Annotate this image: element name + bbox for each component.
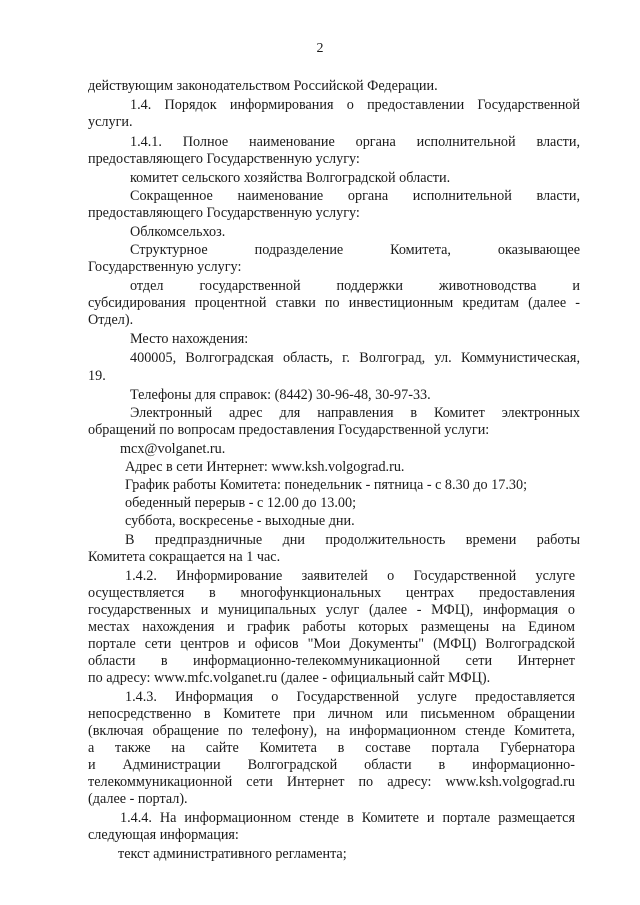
text-line: государственных и муниципальных услуг (далее - МФЦ), информация о [88,602,575,618]
section-heading: 1.4. Порядок информирования о предоставлении Государственной [130,97,580,113]
text-line: Отдел). [88,312,134,328]
text-line: по адресу: www.mfc.volganet.ru (далее - официальный сайт МФЦ). [88,670,491,686]
text-line: (включая обращение по телефону), на информационном стенде Комитета, [88,723,575,739]
text-line: 400005, Волгоградская область, г. Волгоград, ул. Коммунистическая, [130,350,580,366]
text-line: предоставляющего Государственную услугу: [88,205,360,221]
text-line: портале сети центров и офисов "Мои Документы" (МФЦ) Волгоградской [88,636,575,652]
text-line: 1.4.2. Информирование заявителей о Государственной услуге [125,568,575,584]
text-line: области в информационно-телекоммуникационной сети Интернет [88,653,575,669]
text-line: 19. [88,368,106,384]
text-line: Сокращенное наименование органа исполнительной власти, [130,188,580,204]
text-line: 1.4.4. На информационном стенде в Комитете и портале размещается [120,810,575,826]
text-line: График работы Комитета: понедельник - пятница - с 8.30 до 17.30; [125,477,528,493]
text-line: телекоммуникационной сети Интернет по адресу: www.ksh.volgograd.ru [88,774,575,790]
text-line: 1.4.3. Информация о Государственной услуге предоставляется [125,689,575,705]
text-line: комитет сельского хозяйства Волгоградской области. [130,170,451,186]
text-line: Адрес в сети Интернет: www.ksh.volgograd.ru. [125,459,405,475]
text-line: предоставляющего Государственную услугу: [88,151,360,167]
page-number: 2 [316,41,324,56]
text-line: услуги. [88,114,133,130]
text-line: 1.4.1. Полное наименование органа исполнительной власти, [130,134,580,150]
text-line: Телефоны для справок: (8442) 30-96-48, 30-97-33. [130,387,431,403]
text-line: В предпраздничные дни продолжительность времени работы [125,532,580,548]
text-line: Электронный адрес для направления в Комитет электронных [130,405,580,421]
text-line: и Администрации Волгоградской области в информационно- [88,757,575,773]
text-line: отдел государственной поддержки животноводства и [130,278,580,294]
text-line: Государственную услугу: [88,259,242,275]
text-line: местах нахождения и график работы которых размещены на Едином [88,619,575,635]
text-line: Структурное подразделение Комитета, оказывающее [130,242,580,258]
email-address: mcx@volganet.ru. [120,441,226,457]
text-line: суббота, воскресенье - выходные дни. [125,513,355,529]
text-line: Облкомсельхоз. [130,224,226,240]
text-line: Место нахождения: [130,331,249,347]
text-line: обеденный перерыв - с 12.00 до 13.00; [125,495,357,511]
text-line: обращений по вопросам предоставления Государственной услуги: [88,422,490,438]
text-line: субсидирования процентной ставки по инвестиционным кредитам (далее - [88,295,580,311]
text-line: текст административного регламента; [118,846,347,862]
text-line: (далее - портал). [88,791,188,807]
text-line: следующая информация: [88,827,239,843]
text-line: а также на сайте Комитета в составе портала Губернатора [88,740,575,756]
text-line: осуществляется в многофункциональных центрах предоставления [88,585,575,601]
text-line: Комитета сокращается на 1 час. [88,549,281,565]
text-line: действующим законодательством Российской Федерации. [88,78,438,94]
text-line: непосредственно в Комитете при личном или письменном обращении [88,706,575,722]
